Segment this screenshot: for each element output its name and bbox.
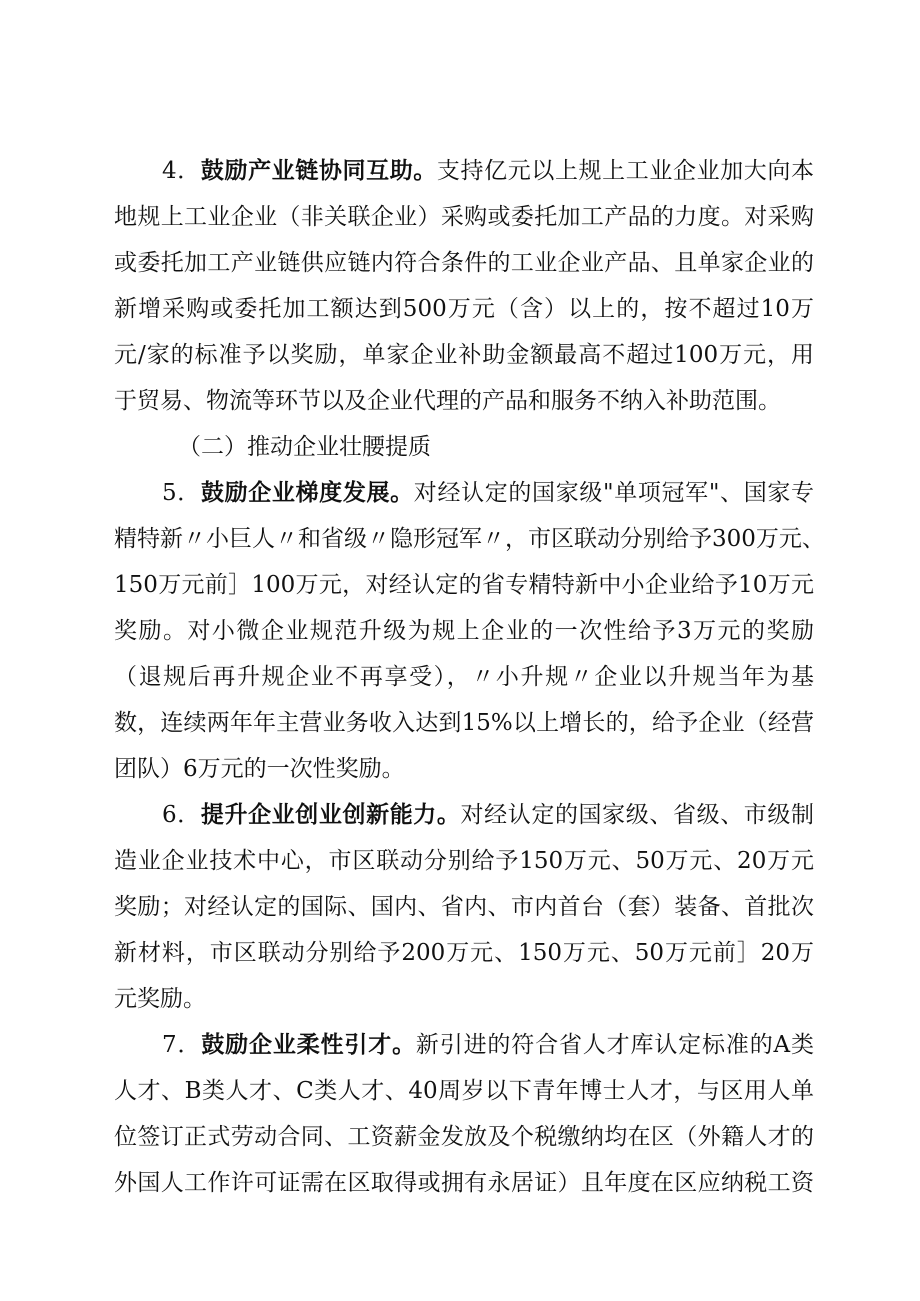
text: 对经认定的国家级、省级、市级制 xyxy=(460,802,815,828)
paragraph-6-line-5: 元奖励。 xyxy=(114,986,206,1012)
paragraph-7-line-4: 外国人工作许可证需在区取得或拥有永居证）且年度在区应纳税工资 xyxy=(114,1170,814,1196)
paragraph-5-line-6: 数，连续两年年主营业务收入达到15%以上增长的，给予企业（经营 xyxy=(114,710,814,736)
item-number: 6． xyxy=(162,802,201,828)
paragraph-5-line-7: 团队）6万元的一次性奖励。 xyxy=(114,756,405,782)
paragraph-6-line-1 xyxy=(162,792,814,838)
paragraph-7-line-1 xyxy=(162,1022,814,1068)
item-number: 7． xyxy=(162,1032,202,1058)
paragraph-5-line-2: 精特新〃小巨人〃和省级〃隐形冠军〃，市区联动分别给予300万元、 xyxy=(114,526,825,552)
item-title: 鼓励产业链协同互助。 xyxy=(200,158,437,184)
paragraph-4-line-3: 或委托加工产业链供应链内符合条件的工业企业产品、且单家企业的 xyxy=(114,250,814,276)
paragraph-5-line-4: 奖励。对小微企业规范升级为规上企业的一次性给予3万元的奖励 xyxy=(114,618,814,644)
item-number: 5． xyxy=(162,480,201,506)
paragraph-6-line-4: 新材料，市区联动分别给予200万元、150万元、50万元前］20万 xyxy=(114,940,814,966)
paragraph-5-line-5: （退规后再升规企业不再享受），〃小升规〃企业以升规当年为基 xyxy=(114,664,814,690)
paragraph-4-line-2: 地规上工业企业（非关联企业）采购或委托加工产品的力度。对采购 xyxy=(114,204,814,230)
paragraph-4-line-5: 元/家的标准予以奖励，单家企业补助金额最高不超过100万元，用 xyxy=(114,342,814,368)
item-number: 4． xyxy=(162,158,201,184)
item-title: 鼓励企业柔性引才。 xyxy=(201,1032,416,1058)
item-title: 提升企业创业创新能力。 xyxy=(200,802,461,828)
text: 支持亿元以上规上工业企业加大向本 xyxy=(436,158,815,184)
item-title: 鼓励企业梯度发展。 xyxy=(200,480,414,506)
paragraph-6-line-3: 奖励；对经认定的国际、国内、省内、市内首台（套）装备、首批次 xyxy=(114,894,814,920)
paragraph-4-line-6: 于贸易、物流等环节以及企业代理的产品和服务不纳入补助范围。 xyxy=(114,388,781,414)
paragraph-4-line-1 xyxy=(162,148,814,194)
paragraph-5-line-3: 150万元前］100万元，对经认定的省专精特新中小企业给予10万元 xyxy=(114,572,814,598)
paragraph-7-line-2: 人才、B类人才、C类人才、40周岁以下青年博士人才，与区用人单 xyxy=(114,1078,814,1104)
text: 新引进的符合省人才库认定标准的A类 xyxy=(415,1032,814,1058)
paragraph-4-line-4: 新增采购或委托加工额达到500万元（含）以上的，按不超过10万 xyxy=(114,296,814,322)
paragraph-7-line-3: 位签订正式劳动合同、工资薪金发放及个税缴纳均在区（外籍人才的 xyxy=(114,1124,814,1150)
text: 对经认定的国家级"单项冠军"、国家专 xyxy=(413,480,814,506)
section-heading: （二）推动企业壮腰提质 xyxy=(178,434,431,460)
paragraph-6-line-2: 造业企业技术中心，市区联动分别给予150万元、50万元、20万元 xyxy=(114,848,814,874)
paragraph-5-line-1 xyxy=(162,470,814,516)
